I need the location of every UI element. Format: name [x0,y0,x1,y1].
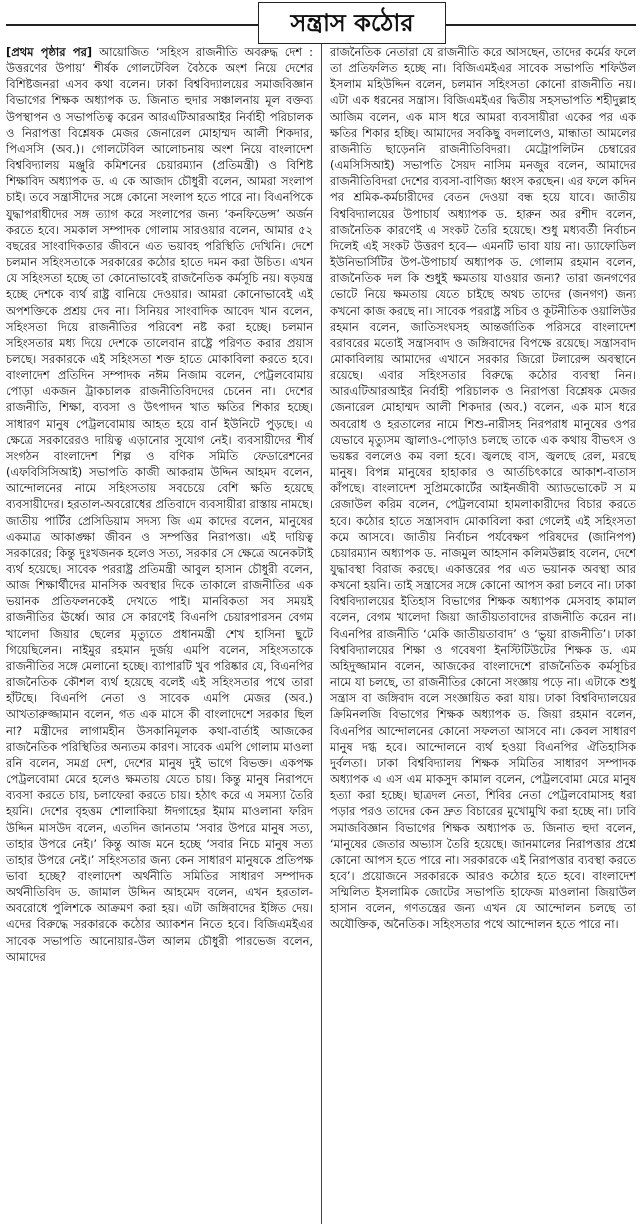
continuation-label: [প্রথম পৃষ্ঠার পর] [6,45,93,59]
right-column-text: রাজনৈতিক নেতারা যে রাজনীতি করে আসছেন, তাদের কর্মের ফলে তা প্রতিফলিত হচ্ছে না। বিজিএমইএর সাবেক সভাপতি শফিউল ইসলাম মহিউদ্দিন বলেন, চলমান সহিংসতা কোনো রাজনীতি নয়। এটা এক ধরনের সন্ত্রাস। বিজিএমইএর দ্বিতীয় সহসভাপতি শহীদুল্লাহ আজিম বলেন, এক মাস ধরে আমরা ব্যবসায়ীরা একের পর এক ক্ষতির শিকার হচ্ছি। আমাদের সবকিছু বদলালেও, মান্ধাতা আমলের রাজনীতি ছাড়েননি রাজনীতিবিদরা। মেট্রোপলিটন চেম্বারের (এমসিসিআই) সভাপতি সৈয়দ নাসিম মনজুর বলেন, আমাদের রাজনীতিবিদরা দেশের ব্যবসা-বাণিজ্য ধ্বংস করছেন। এর ফলে কদিন পর শ্রমিক-কর্মচারীদের বেতন দেওয়া বন্ধ হয়ে যাবে। জাতীয় বিশ্ববিদ্যালয়ের উপাচার্য অধ্যাপক ড. হারুন অর রশীদ বলেন, রাজনৈতিক কারণেই এ সংকট তৈরি হয়েছে। শুধু মধ্যবর্তী নির্বাচন দিলেই এই সংকট উত্তরণ হবে— এমনটি ভাবা যায় না। ড্যাফোডিল ইউনিভার্সিটির উপ-উপাচার্য অধ্যাপক ড. গোলাম রহমান বলেন, রাজনৈতিক দল কি শুধুই ক্ষমতায় যাওয়ার জন্য? তারা জনগণের ভোটে নিয়ে ক্ষমতায় যেতে চাইছে অথচ তাদের (জনগণ) জন্য কখনো কাজ করছে না। সাবেক পররাষ্ট্র সচিব ও কূটনীতিক ওয়ালিউর রহমান বলেন, জাতিসংঘসহ আন্তর্জাতিক পরিসরে বাংলাদেশ বরাবরের মতোই সন্ত্রাসবাদ ও জঙ্গিবাদের বিপক্ষে রয়েছে। সন্ত্রাসবাদ মোকাবিলায় আমাদের এখানে সরকার জিরো টলারেন্স অবস্থানে রয়েছে। এবার সহিংসতার বিরুদ্ধে কঠোর ব্যবস্থা নিন। আরএটিআরআইর নির্বাহী পরিচালক ও নিরাপত্তা বিশ্লেষক মেজর জেনারেল মোহাম্মদ আলী শিকদার (অব.) বলেন, এক মাস ধরে অবরোধ ও হরতালের নামে শিশু-নারীসহ নিরপরাধ মানুষের ওপর যেভাবে মৃত্যুসম জ্বালাও-পোড়াও চলছে তাকে এক কথায় বীভৎস ও ভয়ঙ্কর বললেও কম বলা হবে। জ্বলছে বাস, জ্বলছে রেল, মরছে মানুষ। বিপন্ন মানুষের হাহাকার ও আর্তচিৎকারে আকাশ-বাতাস কাঁপছে। বাংলাদেশ সুপ্রিমকোর্টের আইনজীবী অ্যাডভোকেট স ম রেজাউল করিম বলেন, পেট্রলবোমা হামলাকারীদের বিচার করতে হবে। কঠোর হাতে সন্ত্রাসবাদ মোকাবিলা করা গেলেই এই সহিংসতা কমে আসবে। জাতীয় নির্বাচন পর্যবেক্ষণ পরিষদের (জানিপপ) চেয়ারম্যান অধ্যাপক ড. নাজমুল আহসান কলিমউল্লাহ বলেন, দেশে যুদ্ধাবস্থা বিরাজ করছে। একাত্তরের পর এত ভয়ানক অবস্থা আর কখনো হয়নি। তাই সন্ত্রাসের সঙ্গে কোনো আপস করা চলবে না। ঢাকা বিশ্ববিদ্যালয়ের ইতিহাস বিভাগের শিক্ষক অধ্যাপক মেসবাহ কামাল বলেন, বেগম খালেদা জিয়া জাতীয়তাবাদের রাজনীতি করেন না। বিএনপির রাজনীতি ‘মেকি জাতীয়তাবাদ’ ও ‘ভুয়া রাজনীতি’। ঢাকা বিশ্ববিদ্যালয়ের শিক্ষা ও গবেষণা ইনস্টিটিউটের শিক্ষক ড. এম অহিদুজ্জামান বলেন, আজকের বাংলাদেশে রাজনৈতিক কর্মসূচির নামে যা চলছে, তা রাজনীতির কোনো সংজ্ঞায় পড়ে না। এটাকে শুধু সন্ত্রাস বা জঙ্গিবাদ বলে সংজ্ঞায়িত করা যায়। ঢাকা বিশ্ববিদ্যালয়ের ক্রিমিনলজি বিভাগের শিক্ষক অধ্যাপক ড. জিয়া রহমান বলেন, বিএনপির আন্দোলনের কোনো সফলতা আসবে না। কেবল সাধারণ মানুষ দগ্ধ হবে। আন্দোলনে ব্যর্থ হওয়া বিএনপির ঐতিহাসিক দুর্বলতা। ঢাকা বিশ্ববিদ্যালয় শিক্ষক সমিতির সাধারণ সম্পাদক অধ্যাপক এ এস এম মাকসুদ কামাল বলেন, পেট্রলবোমা মেরে মানুষ হত্যা করা হচ্ছে। ছাত্রদল নেতা, শিবির নেতা পেট্রলবোমাসহ ধরা পড়ার পরও তাদের কেন দ্রুত বিচারের মুখোমুখি করা হচ্ছে না। ঢাবি সমাজবিজ্ঞান বিভাগের শিক্ষক অধ্যাপক ড. জিনাত হুদা বলেন, ‘মানুষের জেতার অভ্যাস তৈরি হয়েছে। জানমালের নিরাপত্তার প্রশ্নে কোনো আপস হতে পারে না। সরকারকে এই নিরাপত্তার ব্যবস্থা করতে হবে’। প্রয়োজনে সরকারকে আরও কঠোর হতে হবে। বাংলাদেশ সম্মিলিত ইসলামিক জোটের সভাপতি হাফেজ মাওলানা জিয়াউল হাসান বলেন, গণতন্ত্রের জন্য এখন যে আন্দোলন চলছে তা অযৌক্তিক, অনৈতিক। সহিংসতার পথে আন্দোলন হতে পারে না। [330,45,636,932]
article-body [6,44,636,1224]
headline: সন্ত্রাস কঠোর [258,2,446,44]
left-column [6,44,321,1224]
left-column-body: আয়োজিত ‘সহিংস রাজনীতি অবরুদ্ধ দেশ : উত্তরণের উপায়’ শীর্ষক গোলটেবিল বৈঠকে অংশ নিয়ে দেশের বিশিষ্টজনরা এসব কথা বলেন। ঢাকা বিশ্ববিদ্যালয়ের সমাজবিজ্ঞান বিভাগের শিক্ষক অধ্যাপক ড. জিনাত হুদার সঞ্চালনায় মূল বক্তব্য উপস্থাপন ও সভাপতিত্ব করেন আরএটিআরআইর নির্বাহী পরিচালক ও নিরাপত্তা বিশ্লেষক মেজর জেনারেল মোহাম্মদ আলী শিকদার, পিএসসি (অব.)। গোলটেবিল আলোচনায় অংশ নিয়ে বাংলাদেশ বিশ্ববিদ্যালয় মঞ্জুরি কমিশনের চেয়ারম্যান (প্রতিমন্ত্রী) ও বিশিষ্ট শিক্ষাবিদ অধ্যাপক ড. এ কে আজাদ চৌধুরী বলেন, আমরা সংলাপ চাই। তবে সন্ত্রাসীদের সঙ্গে কোনো সংলাপ হতে পারে না। বিএনপিকে যুদ্ধাপরাধীদের সঙ্গ ত্যাগ করে সংলাপের জন্য ‘কনফিডেন্স’ অর্জন করতে হবে। সমকাল সম্পাদক গোলাম সারওয়ার বলেন, আমার ৫২ বছরের সাংবাদিকতার জীবনে এত ভয়াবহ পরিস্থিতি দেখিনি। দেশে চলমান সহিংসতাকে সরকারের কঠোর হাতে দমন করা উচিত। এখন যে সহিংসতা হচ্ছে তা কোনোভাবেই রাজনৈতিক কর্মসূচি নয়। ষড়যন্ত্র হচ্ছে দেশকে ব্যর্থ রাষ্ট্র বানিয়ে দেওয়ার। আমরা কোনোভাবেই এই অপশক্তিকে প্রশ্রয় দেব না। সিনিয়র সাংবাদিক আবেদ খান বলেন, সহিংসতা দিয়ে রাজনীতির পরিবেশ নষ্ট করা হচ্ছে। চলমান সহিংসতার মধ্য দিয়ে দেশকে তালেবান রাষ্ট্রে পরিণত করার প্রয়াস চলছে। সরকারকে এই সহিংসতা শক্ত হাতে মোকাবিলা করতে হবে। বাংলাদেশ প্রতিদিন সম্পাদক নঈম নিজাম বলেন, পেট্রলবোমায় পোড়া একজন ট্রাকচালক রাজনীতিবিদদের চেনেন না। দেশের রাজনীতি, শিক্ষা, ব্যবসা ও উৎপাদন খাত ক্ষতির শিকার হচ্ছে। সাধারণ মানুষ পেট্রলবোমায় আহত হয়ে বার্ন ইউনিটে পুড়ছে। এ ক্ষেত্রে সরকারেরও দায়িত্ব এড়ানোর সুযোগ নেই। ব্যবসায়ীদের শীর্ষ সংগঠন বাংলাদেশ শিল্প ও বণিক সমিতি ফেডারেশনের (এফবিসিসিআই) সভাপতি কাজী আকরাম উদ্দিন আহমদ বলেন, আন্দোলনের নামে সহিংসতায় সবচেয়ে বেশি ক্ষতি হয়েছে ব্যবসায়ীদের। হরতাল-অবরোধের প্রতিবাদে ব্যবসায়ীরা রাস্তায় নামছে। জাতীয় পার্টির প্রেসিডিয়াম সদস্য জি এম কাদের বলেন, মানুষের একমাত্র আকাঙ্ক্ষা জীবন ও সম্পত্তির নিরাপত্তা। এই দায়িত্ব সরকারের; কিন্তু দুঃখজনক হলেও সত্য, সরকার সে ক্ষেত্রে অনেকটাই ব্যর্থ হয়েছে। সাবেক পররাষ্ট্র প্রতিমন্ত্রী আবুল হাসান চৌধুরী বলেন, আজ শিক্ষার্থীদের মানসিক অবস্থার দিকে তাকালে রাজনীতির এক ভয়ানক প্রতিফলনকেই দেখতে পাই। মানবিকতা সব সময়ই রাজনীতির ঊর্ধ্বে। আর সে কারণেই বিএনপি চেয়ারপারসন বেগম খালেদা জিয়ার ছেলের মৃত্যুতে প্রধানমন্ত্রী শেখ হাসিনা ছুটে গিয়েছিলেন। নাইমুর রহমান দুর্জয় এমপি বলেন, সহিংসতাকে রাজনীতির সঙ্গে মেলানো হচ্ছে। ব্যাপারটি খুব পরিষ্কার যে, বিএনপির রাজনৈতিক কৌশল ব্যর্থ হয়েছে বলেই এই সহিংসতার পথে তারা হাঁটছে। বিএনপি নেতা ও সাবেক এমপি মেজর (অব.) আখতারুজ্জামান বলেন, গত এক মাসে কী বাংলাদেশে সরকার ছিল না? মন্ত্রীদের লাগামহীন উসকানিমূলক কথা-বার্তাই আজকের রাজনৈতিক পরিস্থিতির অন্যতম কারণ। সাবেক এমপি গোলাম মাওলা রনি বলেন, সমগ্র দেশ, দেশের মানুষ দুই ভাগে বিভক্ত। একপক্ষ পেট্রলবোমা মেরে হলেও ক্ষমতায় যেতে চায়। কিন্তু মানুষ নিরাপদে ব্যবসা করতে চায়, চলাফেরা করতে চায়। হঠাৎ করে এ সমস্যা তৈরি হয়নি। দেশের বৃহত্তম শোলাকিয়া ঈদগাহের ইমাম মাওলানা ফরিদ উদ্দিন মাসউদ বলেন, এতদিন জানতাম ‘সবার উপরে মানুষ সত্য, তাহার উপরে নেই।’ কিন্তু আজ মনে হচ্ছে ‘সবার নিচে মানুষ সত্য তাহার উপরে নেই।’ সহিংসতার জন্য কেন সাধারণ মানুষকে প্রতিপক্ষ ভাবা হচ্ছে? বাংলাদেশ অর্থনীতি সমিতির সাধারণ সম্পাদক অর্থনীতিবিদ ড. জামাল উদ্দিন আহমেদ বলেন, এখন হরতাল-অবরোধে পুলিশকে আক্রমণ করা হয়। এটা জঙ্গিবাদের ইঙ্গিত দেয়। এদের বিরুদ্ধে সরকারকে কঠোর অ্যাকশন নিতে হবে। বিজিএমইএর সাবেক সভাপতি আনোয়ার-উল আলম চৌধুরী পারভেজ বলেন, আমাদের [6,45,313,964]
right-column [321,44,636,1224]
left-column-text [6,44,313,965]
